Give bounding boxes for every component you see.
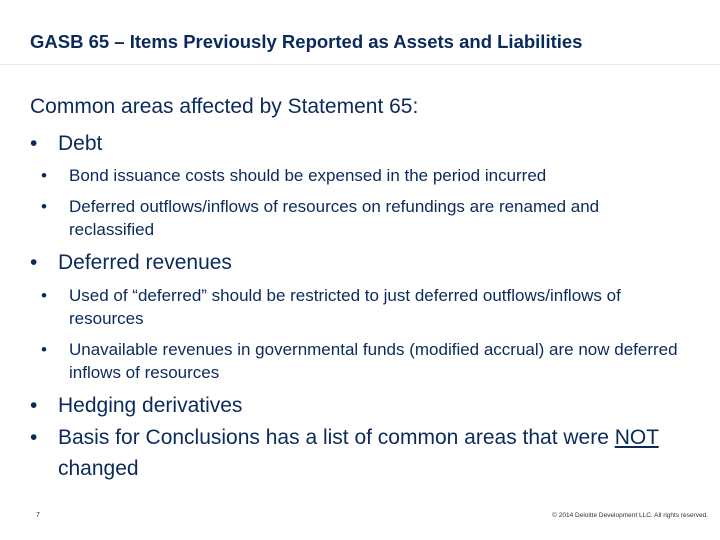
bullet-marker: • [30,394,38,417]
bullet-marker: • [41,197,47,216]
bullet-debt [30,128,102,159]
intro-text: Common areas affected by Statement 65: [30,95,419,118]
basis-emphasis-not: NOT [614,426,659,449]
bullet-marker: • [30,426,38,449]
bullet-marker: • [41,286,47,305]
sub-bullet-refundings [41,195,681,241]
title-divider [0,64,720,65]
bullet-deferred-revenues [30,247,232,278]
bullet-marker: • [41,166,47,185]
bullet-debt-label: Debt [58,132,103,155]
bullet-basis-text [58,422,700,484]
sub-bullet-text: Used of “deferred” should be restricted to just deferred outflows/inflows of resources [69,286,621,328]
bullet-marker: • [41,340,47,359]
sub-bullet-bond-issuance [41,164,681,187]
sub-bullet-text: Bond issuance costs should be expensed in the period incurred [69,166,547,185]
slide-title: GASB 65 – Items Previously Reported as Assets and Liabilities [30,31,583,52]
bullet-deferred-revenues-label: Deferred revenues [58,251,232,274]
bullet-marker: • [30,251,38,274]
basis-text-before: Basis for Conclusions has a list of common areas that were [58,426,615,449]
page-number: 7 [36,512,40,519]
basis-text-after: changed [58,457,139,480]
bullet-basis-for-conclusions [30,422,700,484]
sub-bullet-unavailable-revenues [41,338,681,384]
bullet-marker: • [30,132,38,155]
sub-bullet-text: Unavailable revenues in governmental funds (modified accrual) are now deferred inflows of resources [69,340,678,382]
sub-bullet-text: Deferred outflows/inflows of resources on refundings are renamed and reclassified [69,197,600,239]
bullet-hedging-label: Hedging derivatives [58,394,243,417]
sub-bullet-deferred-usage [41,284,681,330]
copyright-notice: © 2014 Deloitte Development LLC. All rights reserved. [552,512,708,519]
bullet-hedging-derivatives [30,390,242,421]
